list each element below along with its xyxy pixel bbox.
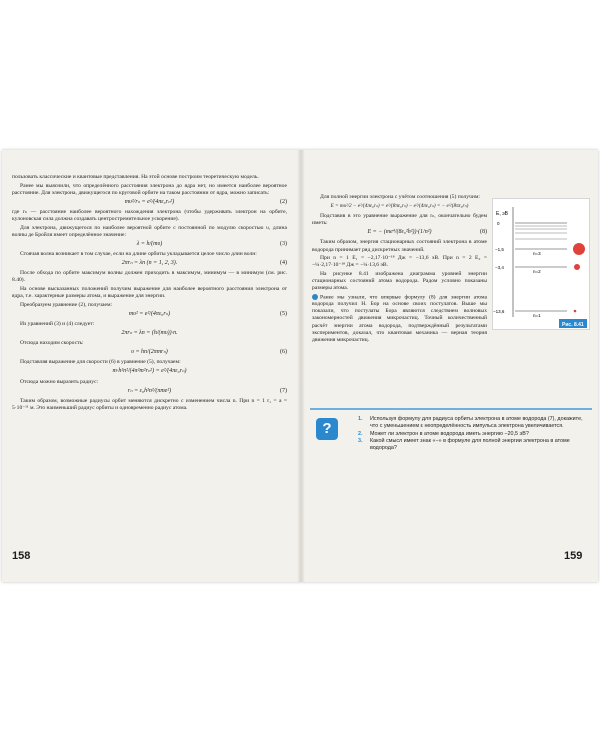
- left-page-text: [12, 174, 287, 414]
- info-bullet-icon: [312, 294, 318, 300]
- book-spread: [2, 150, 598, 582]
- paragraph: Таким образом, возможные радиусы орбит меняются дискретно с изменением числа n. При n = 1 r₁ = a = 5·10⁻¹¹ м. Это наименьший радиус орбиты и одновременно радиус атома.: [12, 397, 287, 411]
- equation-6b: m·h²n²/(4π²m²rₙ²) = e²/(4πε₀rₙ): [112, 368, 187, 375]
- level-label: n=3: [533, 251, 541, 256]
- figure-caption: Рис. 8.41: [562, 322, 584, 328]
- paragraph: Преобразуем уравнение (2), получаем:: [20, 301, 113, 308]
- question-item: 3. Какой смысл имеет знак «−» в формуле для полной энергии электрона в атоме водорода?: [358, 438, 570, 452]
- tick-label: −1,5: [495, 247, 504, 252]
- question-item: 2. Может ли электрон в атоме водорода иметь энергию −20,5 эВ?: [358, 430, 529, 437]
- equation-5b: 2πrₙ = λn = (h/(mυ))·n.: [121, 330, 178, 337]
- paragraph: При n = 1 E₁ = −2,17·10⁻¹⁸ Дж = −13,6 эВ. При n = 2 E₂ = −¼·2,17·10⁻¹⁸ Дж = −¼·13,6 эВ.: [312, 255, 487, 269]
- atom-size-circle: [574, 310, 577, 313]
- page-number-right: 159: [564, 550, 583, 562]
- page-number-left: 158: [12, 550, 31, 562]
- paragraph: После обхода по орбите максимум волны должен приходить в максимум, минимум — в минимум (см. рис. 8.40).: [12, 270, 287, 284]
- equation-5: mυ² = e²/(4πε₀rₙ) (5): [128, 310, 287, 317]
- equation-6: υ = hn/(2πmrₙ) (6): [131, 349, 287, 356]
- paragraph: На основе высказанных положений получим выражение для наиболее вероятного расстояния электрона от ядра, т.е. характерные размеры атома, и выражение для энергии.: [12, 286, 287, 300]
- equation-3: λ = h/(mυ) (3): [136, 240, 287, 247]
- paragraph: Таким образом, энергия стационарных состояний электрона в атоме водорода принимает ряд дискретных значений.: [312, 239, 487, 253]
- paragraph: Для полной энергии электрона с учётом соотношения (5) получим:: [320, 194, 480, 200]
- paragraph: Стоячая волна возникает в том случае, если на длине орбиты укладывается целое число длин волн:: [20, 251, 257, 258]
- paragraph: Ранее мы выяснили, что определённого расстояния электрона до ядра нет, но имеется наиболее вероятное расстояние. Для электрона, движущегося по круговой орбите на таком расстоянии от ядра, можно записать:: [12, 182, 287, 196]
- question-item: 1. Используя формулу для радиуса орбиты электрона в атоме водорода (7), докажите, что с уменьшением ε неопределённость импульса электрона увеличивается.: [358, 416, 583, 429]
- question-list: [358, 416, 590, 453]
- paragraph: Отсюда находим скорость:: [20, 340, 84, 347]
- tick-label: −13,6: [493, 309, 505, 314]
- paragraph: Для электрона, движущегося по наиболее вероятной орбите с постоянной по модулю скоростью υ, длина волны де Бройля имеет определённое значение:: [12, 224, 287, 238]
- tick-label: −3,4: [495, 265, 504, 270]
- question-icon: ?: [316, 418, 338, 440]
- axis-label: E, эВ: [496, 211, 508, 217]
- atom-size-circle: [574, 264, 580, 270]
- questions-box: [310, 408, 592, 512]
- paragraph: где rₙ — расстояние наиболее вероятного нахождения электрона (чтобы удерживать электрон на орбите, кулоновская сила должна создавать центростремительное ускорение).: [12, 208, 287, 223]
- atom-size-circle: [573, 243, 585, 255]
- equation-energy: E = mυ²/2 − e²/(4πε₀rₙ) = e²/(8πε₀rₙ) − e²/(4πε₀rₙ) = − e²/(8πε₀rₙ): [330, 203, 469, 210]
- equation-2: mυ²/rₙ = e²/(4πε₀rₙ²) (2): [124, 198, 287, 205]
- right-page-text: [312, 194, 487, 345]
- paragraph: Подставив в это уравнение выражение для rₙ, окончательно будем иметь:: [312, 213, 487, 227]
- paragraph: На рисунке 8.41 изображена диаграмма уровней энергии стационарных состояний атома водорода. Радом условно показаны размеры атома.: [312, 271, 487, 292]
- paragraph: пользовать классические и квантовые представления. На этой основе построим теоретическую модель.: [12, 174, 259, 180]
- paragraph: Отсюда можно выразить радиус:: [20, 378, 99, 385]
- paragraph: Подставляя выражение для скорости (6) в уравнение (5), получаем:: [20, 359, 181, 366]
- energy-level-diagram: [492, 198, 590, 330]
- level-label: n=1: [533, 313, 541, 318]
- tick-label: 0: [497, 221, 500, 226]
- gutter: [297, 150, 305, 582]
- equation-7: rₙ = ε₀h²n²/(πme²) (7): [127, 387, 287, 394]
- paragraph: Ранее мы узнали, что впервые формулу (8) для энергии атома водорода получил Н. Бор на основе своих постулатов. Выше мы показали, что постулаты Бора являются следствием волновых закономерностей движения микрочастиц. Точный количественный расчёт энергии атома водорода, подтверждённый результатами экспериментов, доказал, что квантовая механика — верная теория движения микрочастиц.: [312, 294, 487, 343]
- equation-8: E = − (me⁴/(8ε₀²h²))·(1/n²) (8): [367, 229, 487, 236]
- equation-4: 2πrₙ = λn (n = 1, 2, 3). (4): [121, 260, 287, 267]
- diagram-svg: [493, 199, 589, 329]
- paragraph: Из уравнений (3) и (4) следует:: [20, 320, 95, 327]
- level-label: n=2: [533, 269, 541, 274]
